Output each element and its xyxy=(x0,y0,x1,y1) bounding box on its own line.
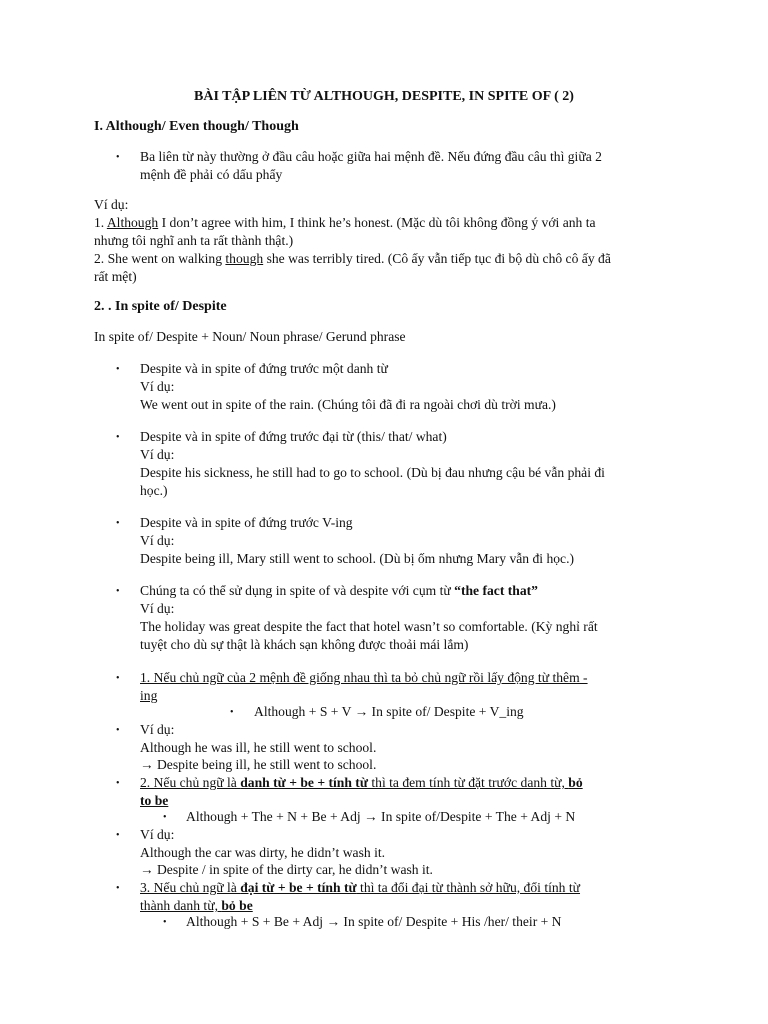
rule1-example-b: → Despite being ill, he still went to school. xyxy=(140,757,377,772)
rule3-text: thành danh từ, xyxy=(140,898,222,913)
rule1-line1: 1. Nếu chủ ngữ của 2 mệnh đề giống nhau thì ta bỏ chủ ngữ rồi lấy động từ thêm - xyxy=(140,670,588,685)
bullet-icon: • xyxy=(116,725,120,736)
section2-item-example-line: tuyệt cho dù sự thật là khách sạn không được thoải mái lắm) xyxy=(140,637,469,652)
rule1-formula: Although + S + V → In spite of/ Despite + V_ing xyxy=(254,704,524,719)
section2-heading: 2. . In spite of/ Despite xyxy=(94,299,227,314)
section1-example1-line2: nhưng tôi nghĩ anh ta rất thành thật.) xyxy=(94,233,294,248)
bullet-icon: • xyxy=(116,778,120,789)
bullet-icon: • xyxy=(116,830,120,841)
rule3-line2 xyxy=(140,897,253,915)
section2-item-head-text: Chúng ta có thể sử dụng in spite of và despite với cụm từ xyxy=(140,583,455,598)
bullet-icon: • xyxy=(116,883,120,894)
section2-item-example-line: Despite being ill, Mary still went to school. (Dù bị ốm nhưng Mary vẫn đi học.) xyxy=(140,551,574,566)
rule3-keyword: bỏ be xyxy=(221,898,253,913)
section2-formula: In spite of/ Despite + Noun/ Noun phrase/ Gerund phrase xyxy=(94,329,406,344)
example2-text: she was terribly tired. (Cô ấy vẫn tiếp tục đi bộ dù chô cô ấy đã xyxy=(263,251,611,266)
rule2-text: thì ta đem tính từ đặt trước danh từ, xyxy=(367,775,569,790)
rule2-text: 2. Nếu chủ ngữ là xyxy=(140,775,241,790)
section1-example-label: Ví dụ: xyxy=(94,197,129,212)
rule2-keyword: danh từ + be + tính từ xyxy=(240,775,368,790)
bullet-icon: • xyxy=(116,152,120,163)
bullet-icon: • xyxy=(230,707,234,718)
section1-bullet-line1: Ba liên từ này thường ở đầu câu hoặc giữa hai mệnh đề. Nếu đứng đầu câu thì giữa 2 xyxy=(140,149,602,164)
rule1-example-label: Ví dụ: xyxy=(140,722,175,737)
section2-item-head: Despite và in spite of đứng trước một danh từ xyxy=(140,361,388,376)
section1-example1-line1 xyxy=(94,214,596,232)
rule2-example-a: Although the car was dirty, he didn’t wash it. xyxy=(140,845,386,860)
rule3-formula: Although + S + Be + Adj → In spite of/ Despite + His /her/ their + N xyxy=(186,914,562,929)
bullet-icon: • xyxy=(116,364,120,375)
section2-item-head: Despite và in spite of đứng trước V-ing xyxy=(140,515,353,530)
section1-bullet-line2: mệnh đề phải có dấu phẩy xyxy=(140,167,283,182)
section2-item-head: Despite và in spite of đứng trước đại từ (this/ that/ what) xyxy=(140,429,447,444)
section2-item-example-line: We went out in spite of the rain. (Chúng tôi đã đi ra ngoài chơi dù trời mưa.) xyxy=(140,397,556,412)
rule3-text: 3. Nếu chủ ngữ là xyxy=(140,880,241,895)
section2-item-head xyxy=(140,582,538,600)
rule2-keyword: bỏ xyxy=(568,775,583,790)
section1-heading: I. Although/ Even though/ Though xyxy=(94,119,299,134)
example1-keyword: Although xyxy=(106,215,159,230)
bullet-icon: • xyxy=(116,673,120,684)
section2-item-example-label: Ví dụ: xyxy=(140,379,175,394)
section2-item-example-line: học.) xyxy=(140,483,168,498)
example1-text: I don’t agree with him, I think he’s honest. (Mặc dù tôi không đồng ý với anh ta xyxy=(158,215,596,230)
section2-item-head-keyword: “the fact that” xyxy=(454,583,538,598)
rule2-line1 xyxy=(140,774,583,792)
example2-keyword: though xyxy=(225,251,264,266)
rule2-line2: to be xyxy=(140,793,169,808)
example2-prefix: 2. She went on walking xyxy=(94,251,226,266)
section2-item-example-label: Ví dụ: xyxy=(140,601,175,616)
section2-item-example-label: Ví dụ: xyxy=(140,533,175,548)
page-title: BÀI TẬP LIÊN TỪ ALTHOUGH, DESPITE, IN SPITE OF ( 2) xyxy=(194,89,574,104)
bullet-icon: • xyxy=(116,432,120,443)
rule3-line1 xyxy=(140,879,580,897)
section1-example2-line2: rất mệt) xyxy=(94,269,137,284)
section1-example2-line1 xyxy=(94,250,611,268)
rule3-text: thì ta đổi đại từ thành sở hữu, đổi tính từ xyxy=(356,880,581,895)
bullet-icon: • xyxy=(116,586,120,597)
bullet-icon: • xyxy=(163,917,167,928)
section2-item-example-label: Ví dụ: xyxy=(140,447,175,462)
rule2-example-b: → Despite / in spite of the dirty car, he didn’t wash it. xyxy=(140,862,433,877)
rule2-example-label: Ví dụ: xyxy=(140,827,175,842)
bullet-icon: • xyxy=(163,812,167,823)
example1-number: 1. xyxy=(94,215,107,230)
section2-item-example-line: The holiday was great despite the fact that hotel wasn’t so comfortable. (Kỳ nghỉ rất xyxy=(140,619,598,634)
rule1-line2: ing xyxy=(140,688,158,703)
rule2-formula: Although + The + N + Be + Adj → In spite of/Despite + The + Adj + N xyxy=(186,809,576,824)
section2-item-example-line: Despite his sickness, he still had to go to school. (Dù bị đau nhưng cậu bé vẫn phải đi xyxy=(140,465,605,480)
rule1-example-a: Although he was ill, he still went to school. xyxy=(140,740,377,755)
rule3-keyword: đại từ + be + tính từ xyxy=(240,880,357,895)
bullet-icon: • xyxy=(116,518,120,529)
